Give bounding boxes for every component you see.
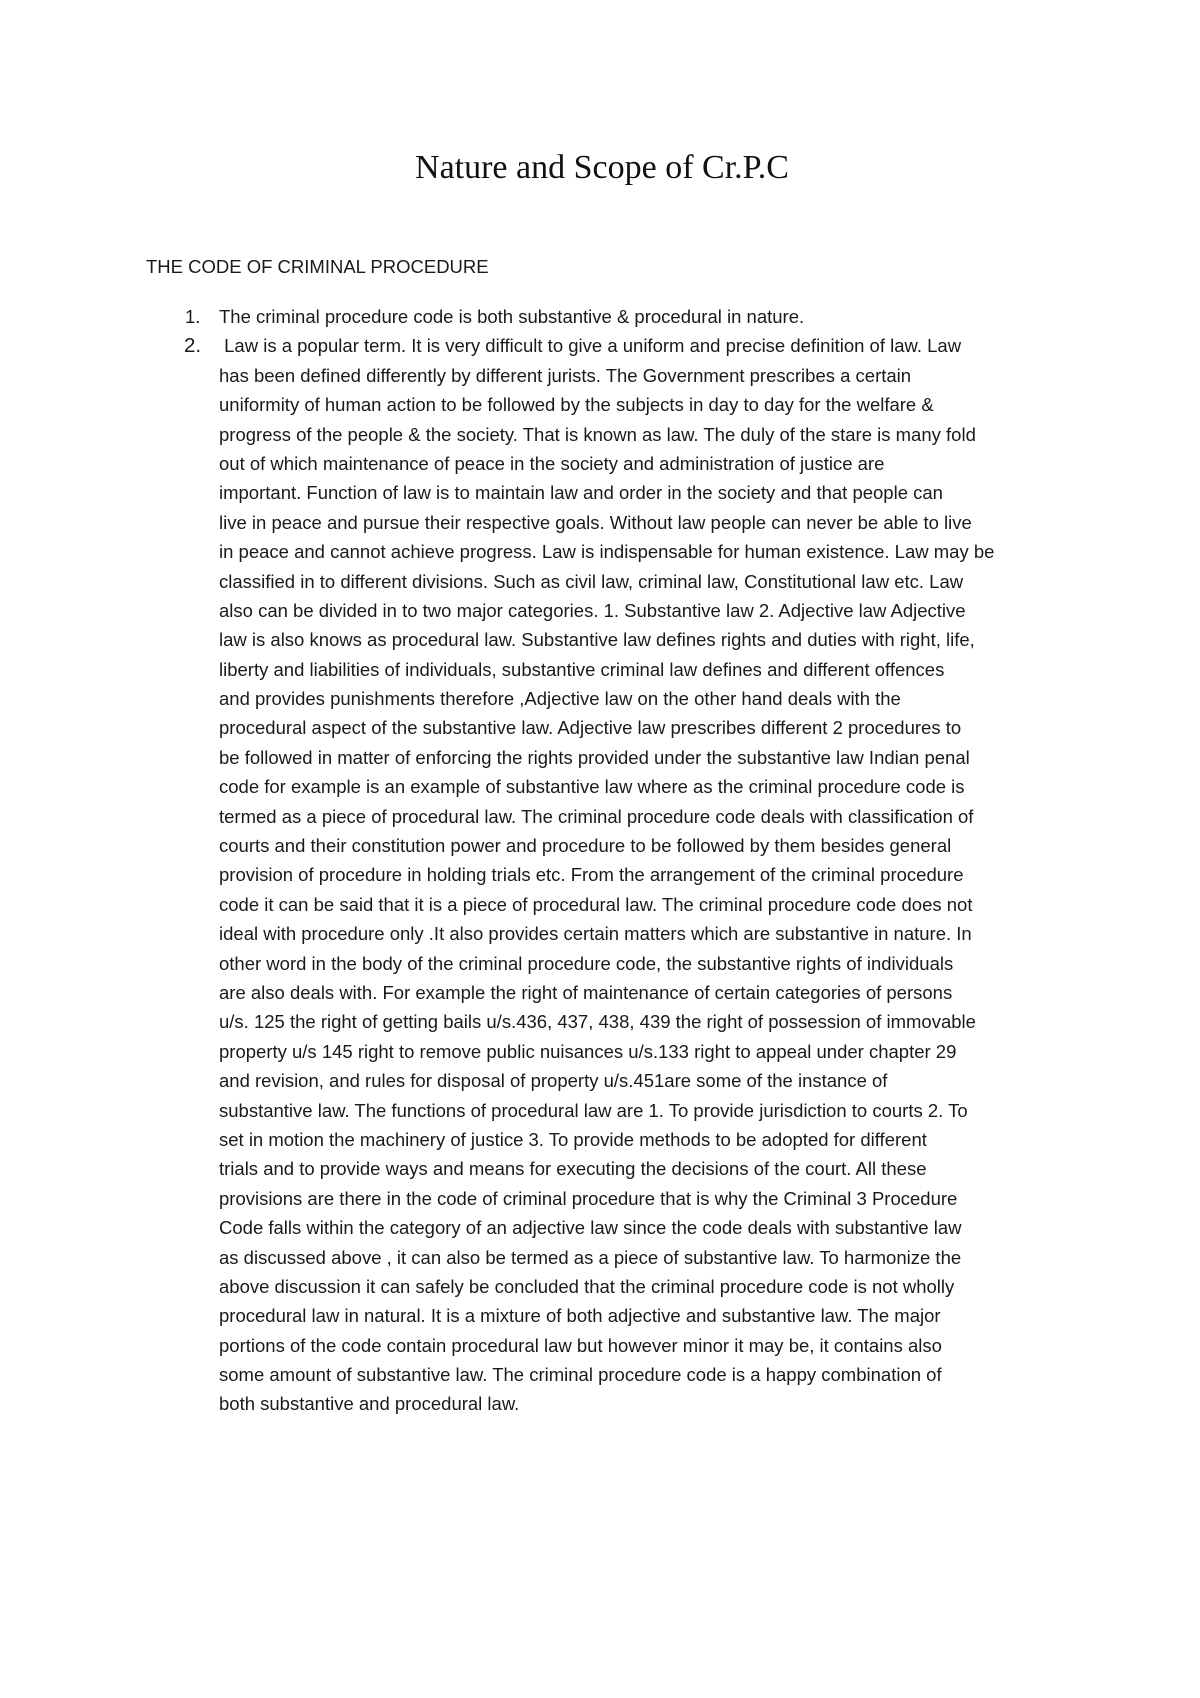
- text-line: procedural aspect of the substantive law. Adjective law prescribes different 2 procedures to: [219, 717, 962, 739]
- numbered-list: [146, 302, 1058, 1419]
- text-line: u/s. 125 the right of getting bails u/s.436, 437, 438, 439 the right of possession of immovable: [219, 1011, 976, 1033]
- text-line: The criminal procedure code is both substantive & procedural in nature.: [219, 306, 805, 327]
- text-line: substantive law. The functions of procedural law are 1. To provide jurisdiction to courts 2. To: [219, 1099, 968, 1121]
- text-line: liberty and liabilities of individuals, substantive criminal law defines and different offences: [219, 658, 945, 680]
- list-item-number: 2.: [184, 334, 202, 358]
- list-item-text: [219, 331, 1058, 1418]
- text-line: courts and their constitution power and procedure to be followed by them besides general: [219, 835, 952, 857]
- text-line: also can be divided in to two major categories. 1. Substantive law 2. Adjective law Adjective: [219, 599, 966, 621]
- list-item: [146, 331, 1058, 1418]
- text-line: code for example is an example of substantive law where as the criminal procedure code is: [219, 776, 965, 798]
- text-line: progress of the people & the society. That is known as law. The duly of the stare is many fold: [219, 423, 976, 445]
- text-line: Code falls within the category of an adjective law since the code deals with substantive law: [219, 1217, 962, 1239]
- text-line: provision of procedure in holding trials etc. From the arrangement of the criminal procedure: [219, 864, 964, 886]
- text-line: important. Function of law is to maintain law and order in the society and that people can: [219, 482, 943, 504]
- text-line: Law is a popular term. It is very difficult to give a uniform and precise definition of law. Law: [219, 335, 962, 357]
- text-line: provisions are there in the code of criminal procedure that is why the Criminal 3 Procedure: [219, 1187, 958, 1209]
- document-title: Nature and Scope of Cr.P.C: [415, 149, 789, 186]
- text-line: above discussion it can safely be concluded that the criminal procedure code is not wholly: [219, 1275, 955, 1297]
- text-line: other word in the body of the criminal procedure code, the substantive rights of individuals: [219, 952, 954, 974]
- text-line: law is also knows as procedural law. Substantive law defines rights and duties with right, life,: [219, 629, 975, 651]
- text-line: some amount of substantive law. The criminal procedure code is a happy combination of: [219, 1364, 942, 1386]
- text-line: are also deals with. For example the right of maintenance of certain categories of persons: [219, 981, 953, 1003]
- text-line: uniformity of human action to be followed by the subjects in day to day for the welfare &: [219, 394, 934, 416]
- text-line: set in motion the machinery of justice 3. To provide methods to be adopted for different: [219, 1128, 927, 1150]
- text-line: in peace and cannot achieve progress. Law is indispensable for human existence. Law may be: [219, 541, 995, 563]
- text-line: ideal with procedure only .It also provides certain matters which are substantive in nature. In: [219, 923, 972, 945]
- text-line: classified in to different divisions. Such as civil law, criminal law, Constitutional law etc. Law: [219, 570, 964, 592]
- text-line: termed as a piece of procedural law. The criminal procedure code deals with classification of: [219, 805, 974, 827]
- text-line: portions of the code contain procedural law but however minor it may be, it contains also: [219, 1334, 942, 1356]
- section-heading: THE CODE OF CRIMINAL PROCEDURE: [146, 256, 489, 277]
- text-line: code it can be said that it is a piece of procedural law. The criminal procedure code does not: [219, 893, 973, 915]
- list-item: [146, 302, 1058, 331]
- text-line: trials and to provide ways and means for executing the decisions of the court. All these: [219, 1158, 927, 1180]
- text-line: property u/s 145 right to remove public nuisances u/s.133 right to appeal under chapter 29: [219, 1040, 957, 1062]
- text-line: both substantive and procedural law.: [219, 1393, 520, 1415]
- text-line: be followed in matter of enforcing the rights provided under the substantive law Indian penal: [219, 746, 970, 768]
- text-line: and revision, and rules for disposal of property u/s.451are some of the instance of: [219, 1070, 888, 1092]
- text-line: and provides punishments therefore ,Adjective law on the other hand deals with the: [219, 688, 901, 710]
- list-item-text: [219, 302, 1058, 331]
- text-line: out of which maintenance of peace in the society and administration of justice are: [219, 452, 885, 474]
- text-line: as discussed above , it can also be termed as a piece of substantive law. To harmonize the: [219, 1246, 962, 1268]
- text-line: live in peace and pursue their respective goals. Without law people can never be able to live: [219, 511, 972, 533]
- text-line: procedural law in natural. It is a mixture of both adjective and substantive law. The major: [219, 1305, 941, 1327]
- list-item-number: 1.: [185, 306, 201, 327]
- text-line: has been defined differently by different jurists. The Government prescribes a certain: [219, 364, 912, 386]
